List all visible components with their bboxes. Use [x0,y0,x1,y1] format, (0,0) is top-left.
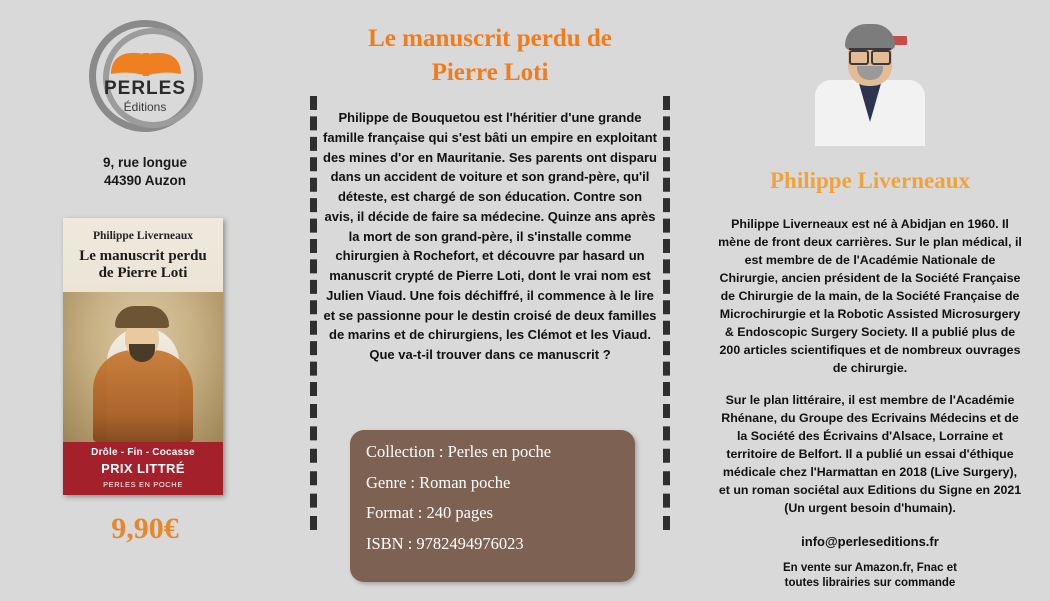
page-title-line-2: Pierre Loti [431,58,549,86]
address-line-1: 9, rue longue [102,155,187,170]
cover-artwork [63,292,223,442]
book-synopsis: Philippe de Bouquetou est l'héritier d'une grande famille française qui s'est bâti un empire en exploitant des mines d'or en Mauritanie. Ses parents ont disparu dans un accident de voiture et son grand-père, qu'il déteste, est chargé de son éducation. Contre son avis, il décide de faire sa médecine. Quinze ans après la mort de son grand-père, il s'installe comme chirurgien à Rochefort, et découvre par hasard un manuscrit crypté de Pierre Loti, dont le vrai nom est Julien Viaud. Une fois déchiffré, il commence à le lire et se passionne pour le destin croisé de deux familles de marins et de chirurgiens, les Clémot et les Viaud. Que va-t-il trouver dans ce manuscrit ? [323,110,657,362]
cover-award-band [63,442,223,495]
cover-band-tagline: Drôle - Fin - Cocasse [91,447,195,458]
publisher-address [0,154,290,190]
portrait-coat [815,80,925,146]
book-price: 9,90€ [111,512,179,545]
page-title [292,22,688,90]
availability-note [690,561,1050,592]
book-details-card [350,430,635,582]
book-cover-image [63,218,223,495]
availability-line-1: En vente sur Amazon.fr, Fnac et [782,561,958,574]
cover-band-collection: PERLES EN POCHE [103,480,183,489]
publisher-logo [75,16,215,136]
logo-wordmark: PERLES [103,78,187,99]
glasses-icon [849,48,891,61]
detail-isbn: ISBN : 9782494976023 [366,533,524,553]
book-column [292,0,688,601]
contact-email[interactable]: info@perleseditions.fr [801,533,939,549]
availability-line-2: toutes librairies sur commande [784,577,956,590]
author-biography [718,216,1022,518]
cover-band-prize: PRIX LITTRÉ [101,461,185,476]
cover-title-line-1: Le manuscrit perdu [79,248,207,264]
author-name: Philippe Liverneaux [770,168,970,193]
detail-collection: Collection : Perles en poche [366,442,552,461]
cover-figure-hat [115,306,169,328]
address-line-2: 44390 Auzon [103,173,187,189]
bio-paragraph-1: Philippe Liverneaux est né à Abidjan en 1960. Il mène de front deux carrières. Sur le plan médical, il est membre de de l'Académie Nationale de Chirurgie, ancien président de la Société Française de Chirurgie de la main, de la Société Française de Microchirurgie et la Robotic Assisted Microsurgery & Endoscopic Surgery Society. Il a publié plus de 200 articles scientifiques et de nombreux ouvrages de chirurgie. [718,217,1022,375]
bio-paragraph-2: Sur le plan littéraire, il est membre de l'Académie Rhénane, du Groupe des Ecrivains Médecins et de la Société des Écrivains d'Alsace, Lorraine et territoire de Belfort. Il a publié un essai d'éthique médicale chez l'Harmattan en 2018 (Live Surgery), et un roman sociétal aux Editions du Signe en 2021 (Un urgent besoin d'humain). [718,392,1022,515]
detail-genre: Genre : Roman poche [366,472,511,492]
publisher-column [0,0,290,601]
cover-title-line-2: de Pierre Loti [98,265,188,282]
author-column [690,0,1050,601]
open-book-icon [109,44,183,78]
page-title-line-1: Le manuscrit perdu de [368,25,612,52]
cover-author: Philippe Liverneaux [93,230,193,242]
detail-format: Format : 240 pages [366,503,493,522]
logo-subtitle: Éditions [123,100,167,114]
author-portrait [815,14,925,146]
portrait-hair [845,24,895,50]
cover-title [63,248,223,283]
cover-figure-coat [93,350,193,442]
